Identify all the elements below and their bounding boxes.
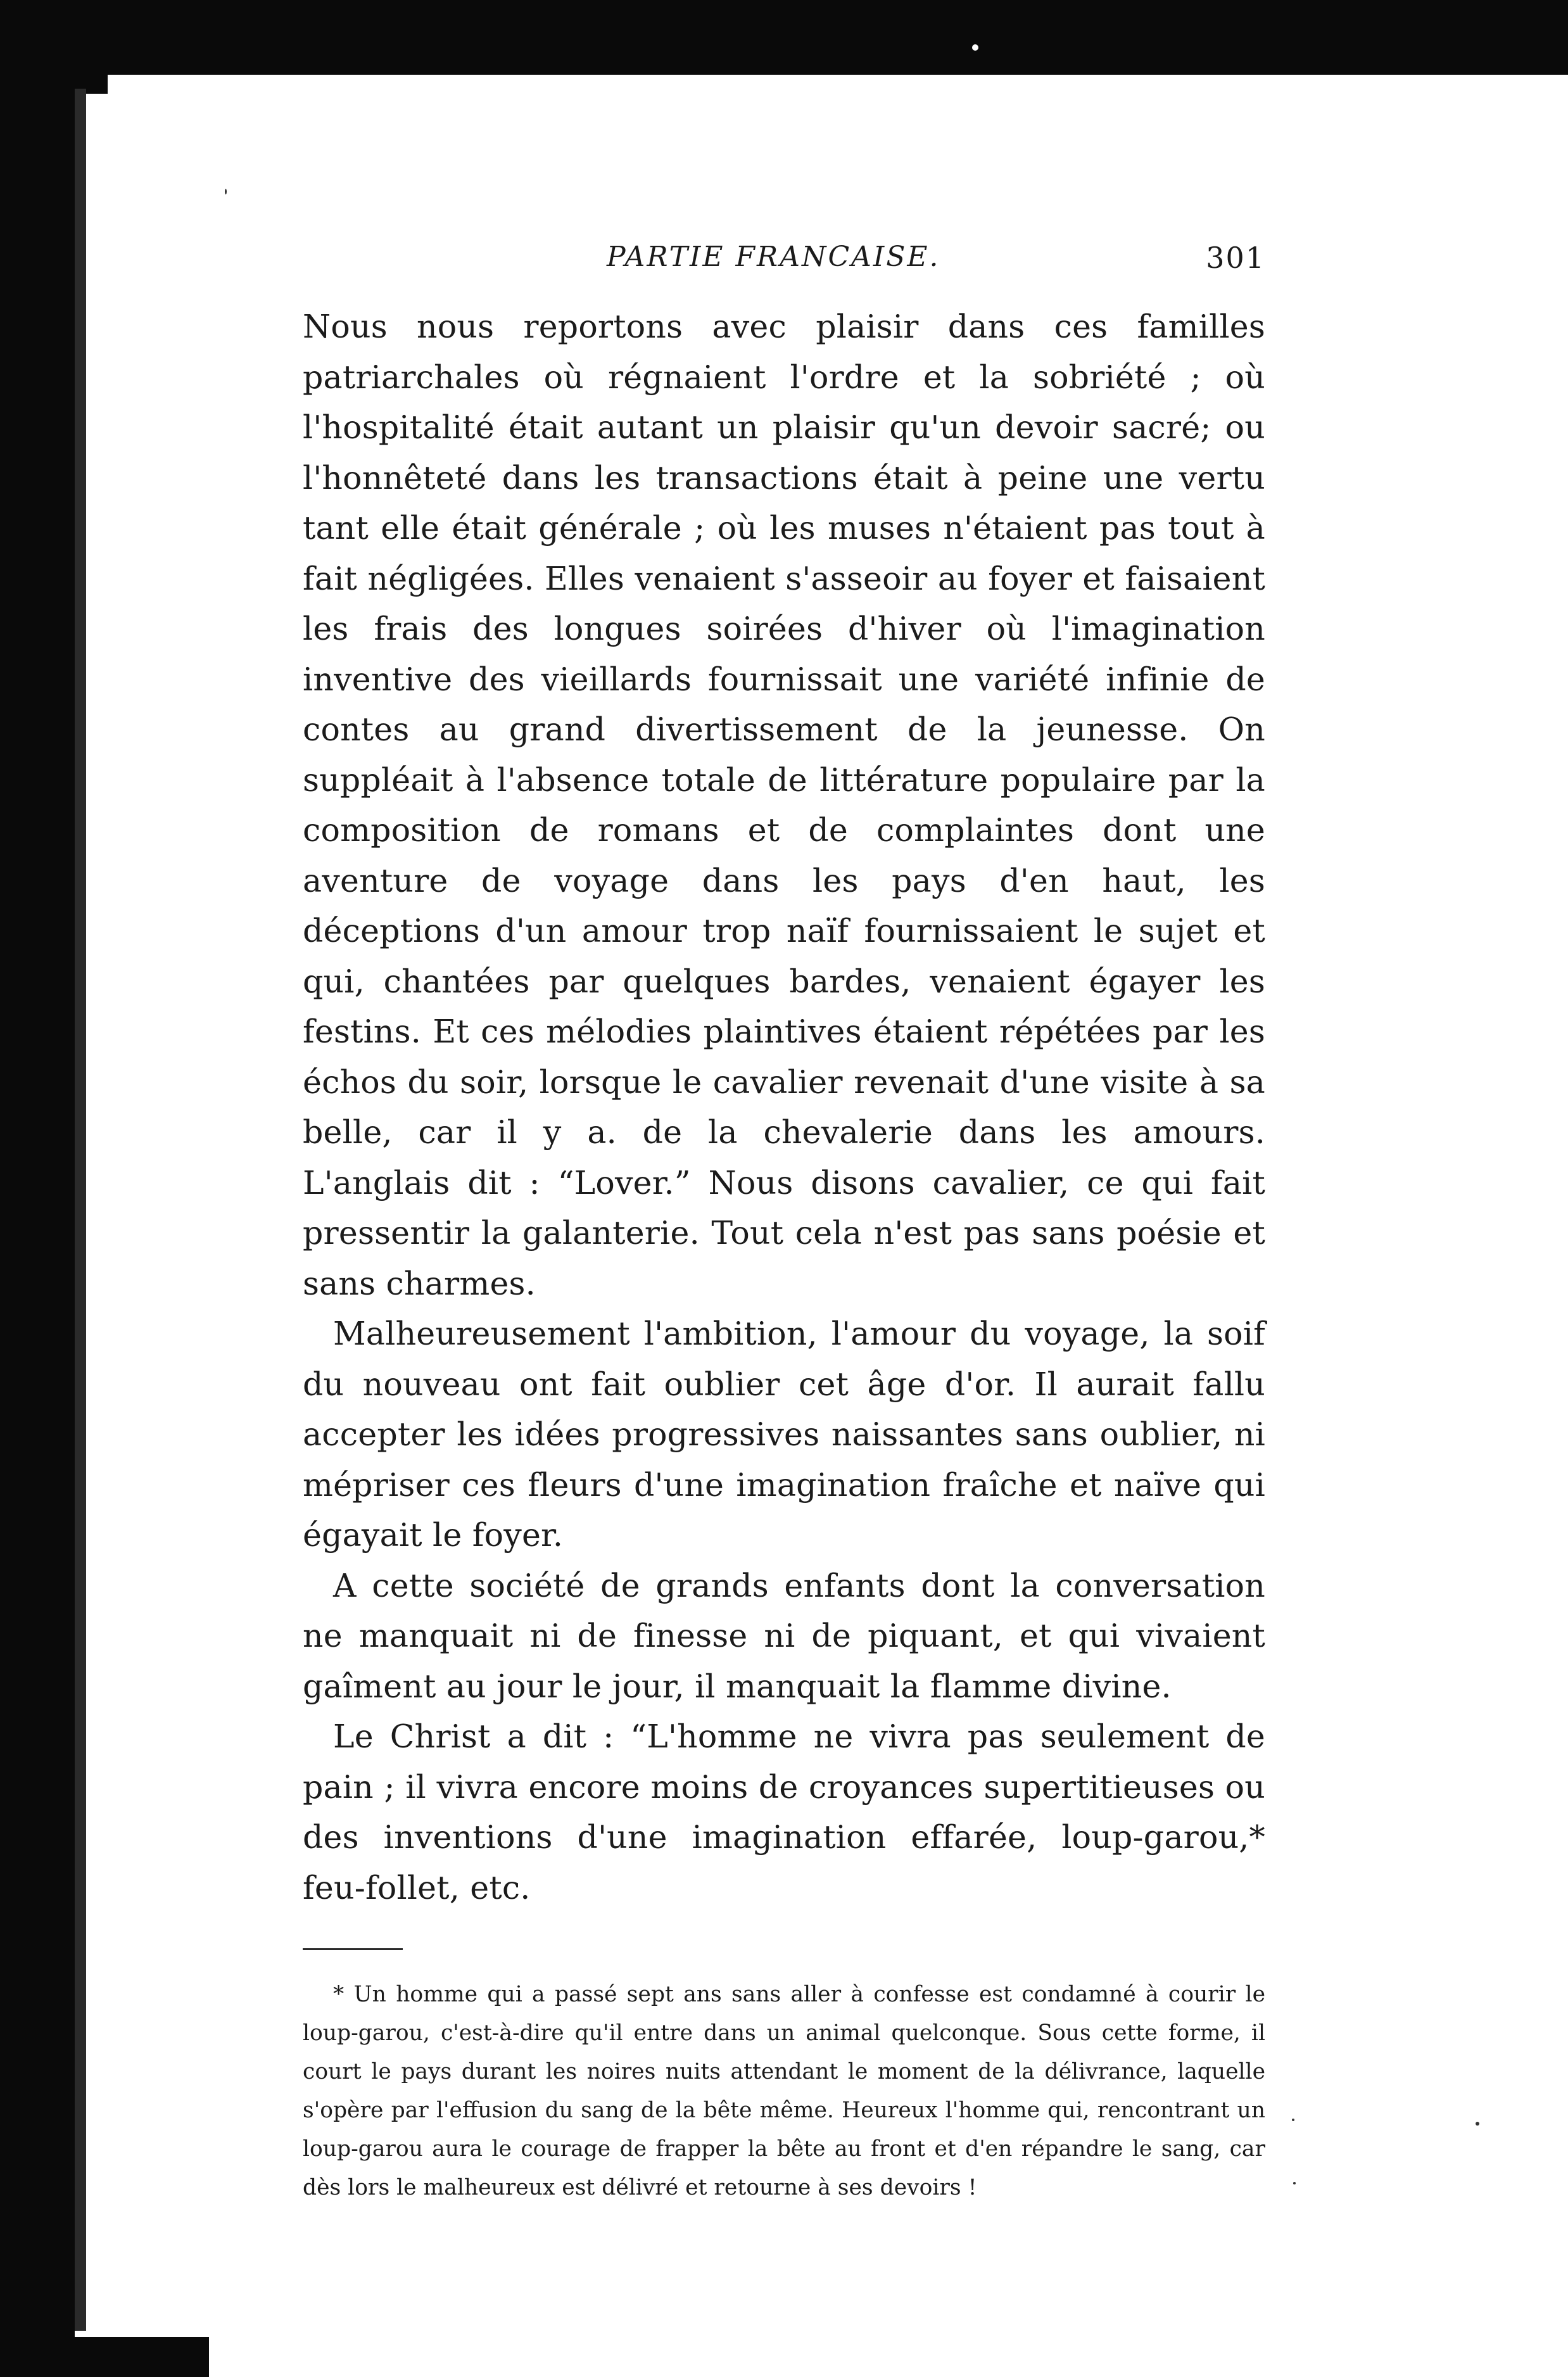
scan-border-top	[0, 0, 1568, 75]
footnote: * Un homme qui a passé sept ans sans aller à confesse est condamné à courir le loup-garou, c'est-à-dire qu'il entre dans un animal quelconque. Sous cette forme, il court le pays durant les noires nuits attendant le moment de la délivrance, laquelle s'opère par l'effusion du sang de la bête même. Heureux l'homme qui, rencontrant un loup-garou aura le courage de frapper la bête au front et d'en répandre le sang, car dès lors le malheureux est délivré et retourne à ses devoirs !	[303, 1982, 1265, 2200]
page-number: 301	[1206, 241, 1265, 275]
scan-speck	[972, 44, 978, 51]
book-page	[303, 241, 1265, 2207]
scan-border-bottom	[0, 2337, 209, 2377]
scan-border-left	[0, 0, 75, 2377]
footnote-rule	[303, 1948, 403, 1950]
scan-speck	[225, 189, 227, 194]
body-paragraph-3: A cette société de grands enfants dont la conversation ne manquait ni de finesse ni de piquant, et qui vivaient gaîment au jour le jour, il manquait la flamme divine.	[303, 1566, 1265, 1705]
body-paragraph-4: Le Christ a dit : “L'homme ne vivra pas seulement de pain ; il vivra encore moins de croyances supertitieuses ou des inventions d'une imagination effarée, loup-garou,* feu-follet, etc.	[303, 1718, 1265, 1906]
scan-speck	[1476, 2122, 1479, 2126]
body-paragraph-1: Nous nous reportons avec plaisir dans ces familles patriarchales où régnaient l'ordre et la sobriété ; où l'hospitalité était autant un plaisir qu'un devoir sacré; ou l'honnêteté dans les transactions était à peine une vertu tant elle était générale ; où les muses n'étaient pas tout à fait négligées. Elles venaient s'asseoir au foyer et faisaient les frais des longues soirées d'hiver où l'imagination inventive des vieillards fournissait une variété infinie de contes au grand divertissement de la jeunesse. On suppléait à l'absence totale de littérature populaire par la composition de romans et de complaintes dont une aventure de voyage dans les pays d'en haut, les déceptions d'un amour trop naïf fournissaient le sujet et qui, chantées par quelques bardes, venaient égayer les festins. Et ces mélodies plaintives étaient répétées par les échos du soir, lorsque le cavalier revenait d'une visite à sa belle, car il y a. de la chevalerie dans les amours. L'anglais dit : “Lover.” Nous disons cavalier, ce qui fait pressentir la galanterie. Tout cela n'est pas sans poésie et sans charmes.	[303, 308, 1265, 1302]
scan-border-left-inner	[75, 89, 86, 2331]
running-title: PARTIE FRANCAISE.	[607, 241, 940, 273]
body-paragraph-2: Malheureusement l'ambition, l'amour du voyage, la soif du nouveau ont fait oublier cet âge d'or. Il aurait fallu accepter les idées progressives naissantes sans oublier, ni mépriser ces fleurs d'une imagination fraîche et naïve qui égayait le foyer.	[303, 1315, 1265, 1554]
scan-speck	[1292, 2119, 1294, 2121]
running-head	[303, 241, 1265, 279]
scan-speck	[1293, 2182, 1296, 2184]
